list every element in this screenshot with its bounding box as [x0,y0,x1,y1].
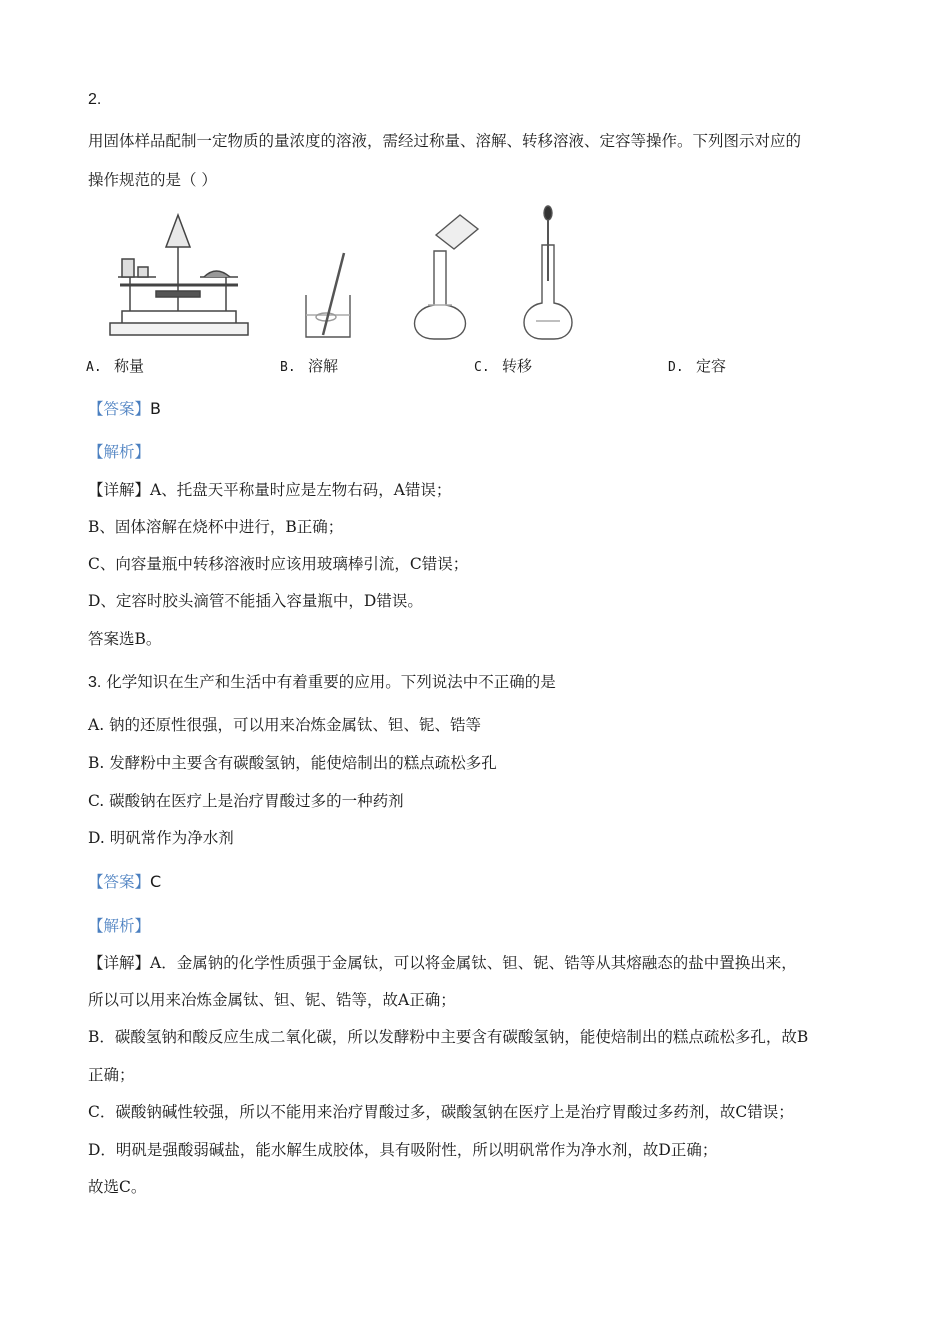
question-2-number: 2. [88,91,102,108]
answer-value: C [150,872,162,891]
question-3-conclusion: 故选C。 [88,1178,147,1196]
option-d-letter: D. [668,360,684,375]
option-c-text: 转移 [502,357,533,375]
question-3-detail-line-6: D．明矾是强酸弱碱盐，能水解生成胶体，具有吸附性，所以明矾常作为净水剂，故D正确； [88,1141,718,1159]
question-2-analysis-tag: 【解析】 [88,443,151,461]
option-b-text: 溶解 [308,357,339,375]
question-3-detail-line-3: B．碳酸氢钠和酸反应生成二氧化碳，所以发酵粉中主要含有碳酸氢钠，能使焙制出的糕点疏松多孔，故B [88,1028,809,1046]
question-2-stem-line-1: 用固体样品配制一定物质的量浓度的溶液，需经过称量、溶解、转移溶液、定容等操作。下列图示对应的 [88,132,802,150]
question-2-detail-line-2: B、固体溶解在烧杯中进行，B正确； [88,518,344,536]
question-3-detail-line-2: 所以可以用来冶炼金属钛、钽、铌、锆等，故A正确； [88,991,456,1009]
question-3-detail-line-4: 正确； [88,1066,135,1084]
question-2-detail-line-3: C、向容量瓶中转移溶液时应该用玻璃棒引流，C错误； [88,555,469,573]
option-d-text: 定容 [696,357,727,375]
question-2-stem-line-2: 操作规范的是（ ） [88,171,217,189]
beaker-figure [306,253,350,337]
option-d [668,356,726,378]
flask-dropper-figure [524,206,572,339]
detail-tag: 【详解】 [88,954,151,972]
question-3-detail-line-5: C．碳酸钠碱性较强，所以不能用来治疗胃酸过多，碳酸氢钠在医疗上是治疗胃酸过多药剂，故C错误； [88,1103,794,1121]
option-c-letter: C. [474,360,490,375]
balance-figure [110,215,248,335]
answer-value: B [150,399,161,418]
answer-tag: 【答案】 [88,873,151,891]
option-c [474,356,532,378]
question-2-conclusion: 答案选B。 [88,630,162,648]
flask-pour-figure [415,215,479,339]
answer-tag: 【答案】 [88,400,151,418]
question-3-option-a: A. 钠的还原性很强，可以用来冶炼金属钛、钽、铌、锆等 [88,716,482,734]
question-3-analysis-tag: 【解析】 [88,917,151,935]
question-2-detail-line-4: D、定容时胶头滴管不能插入容量瓶中，D错误。 [88,592,423,610]
question-2-detail-line-1 [88,480,451,500]
option-a-letter: A. [86,360,102,375]
question-3-option-d: D. 明矾常作为净水剂 [88,829,234,847]
detail-text: A、托盘天平称量时应是左物右码，A错误； [150,481,452,499]
question-3-answer [88,872,161,892]
question-3-text: 化学知识在生产和生活中有着重要的应用。下列说法中不正确的是 [106,673,556,691]
option-a [86,356,144,378]
question-3-option-b: B. 发酵粉中主要含有碳酸氢钠，能使焙制出的糕点疏松多孔 [88,754,497,772]
question-2-answer [88,399,161,419]
question-3-number: 3. [88,674,102,691]
option-b [280,356,338,378]
detail-text: A．金属钠的化学性质强于金属钛，可以将金属钛、钽、铌、锆等从其熔融态的盐中置换出来， [150,954,797,972]
option-b-letter: B. [280,360,296,375]
option-a-text: 称量 [114,357,145,375]
question-3-option-c: C. 碳酸钠在医疗上是治疗胃酸过多的一种药剂 [88,792,404,810]
question-3-stem [88,672,556,693]
question-3-detail-line-1 [88,953,797,973]
lab-operation-figures [108,205,628,341]
detail-tag: 【详解】 [88,481,151,499]
